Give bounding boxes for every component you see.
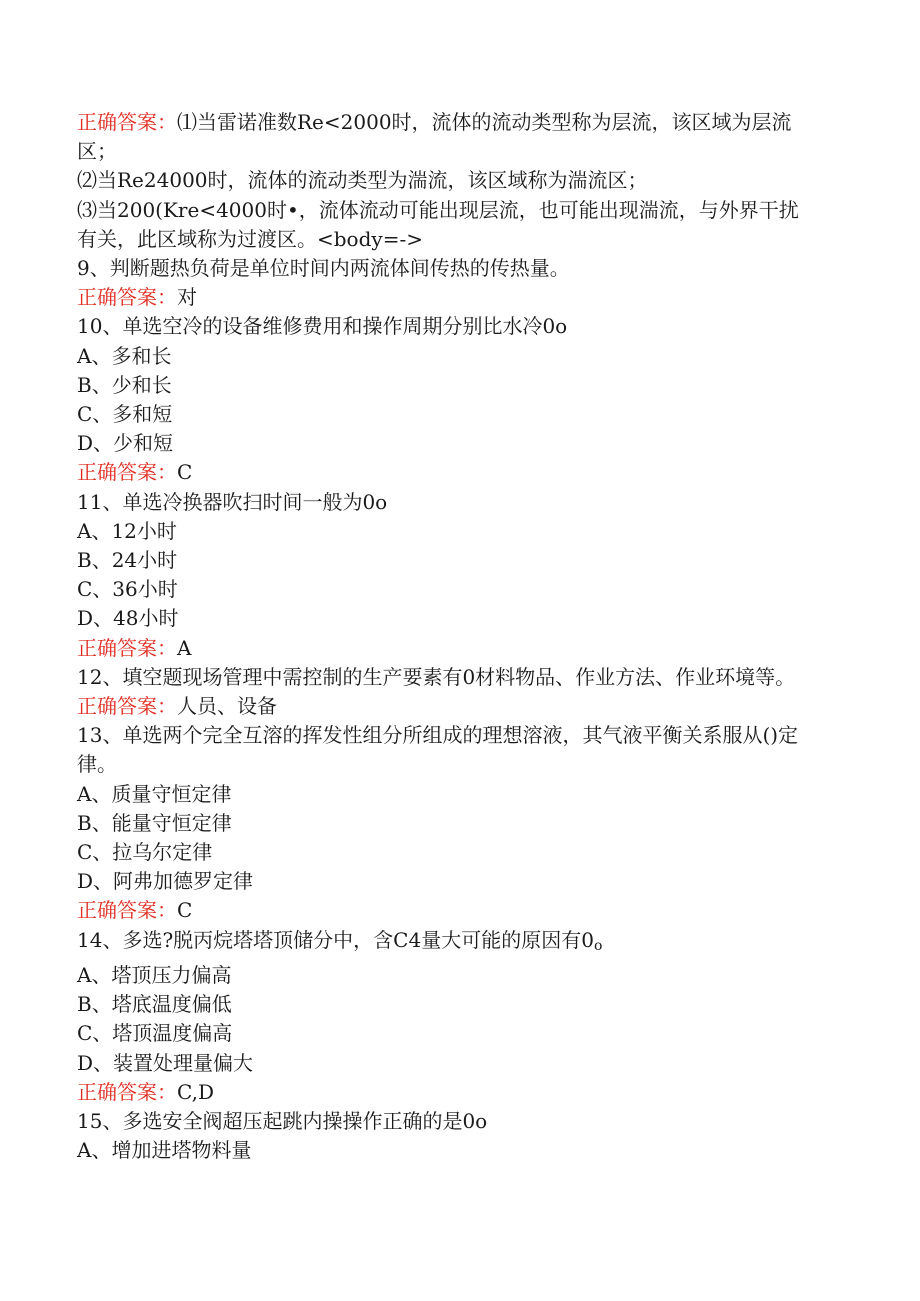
q8-answer	[77, 108, 817, 166]
answer-label: 正确答案：	[77, 694, 177, 719]
q14-question	[77, 926, 817, 961]
q8-answer-part3: ⑶当200(Kre<4000时•，流体流动可能出现层流，也可能出现湍流，与外界干扰有关，此区域称为过渡区。<body=->	[77, 197, 799, 251]
q9-answer	[77, 283, 817, 312]
answer-value: 人员、设备	[177, 694, 277, 719]
q12-answer	[77, 692, 817, 721]
answer-value: C	[177, 898, 193, 923]
q10-option-c: C、多和短	[77, 402, 173, 427]
q14-answer	[77, 1078, 817, 1107]
q11-option-a: A、12小时	[77, 518, 177, 543]
document-page	[77, 108, 817, 1165]
q10-answer	[77, 458, 817, 487]
answer-label: 正确答案：	[77, 285, 177, 310]
q13-option-a: A、质量守恒定律	[77, 781, 232, 806]
q12-question: 12、填空题现场管理中需控制的生产要素有0材料物品、作业方法、作业环境等。	[77, 664, 796, 689]
q11-option-c: C、36小时	[77, 577, 178, 602]
answer-label: 正确答案：	[77, 635, 177, 660]
answer-label: 正确答案：	[77, 898, 177, 923]
q14-question-sub: o	[593, 937, 603, 954]
q8-answer-part1: ⑴当雷诺准数Re<2000时，流体的流动类型称为层流，该区域为层流区；	[77, 110, 792, 164]
q14-option-c: C、塔顶温度偏高	[77, 1021, 233, 1046]
q11-answer	[77, 634, 817, 663]
answer-value: A	[177, 635, 192, 660]
answer-label: 正确答案：	[77, 110, 177, 134]
q13-question: 13、单选两个完全互溶的挥发性组分所组成的理想溶液，其气液平衡关系服从()定律。	[77, 723, 799, 777]
q14-option-a: A、塔顶压力偏高	[77, 962, 232, 987]
answer-value: C	[177, 460, 193, 485]
q10-option-d: D、少和短	[77, 431, 174, 456]
q10-option-b: B、少和长	[77, 372, 172, 397]
answer-value: C,D	[177, 1079, 214, 1104]
q14-option-d: D、装置处理量偏大	[77, 1050, 254, 1075]
answer-label: 正确答案：	[77, 460, 177, 485]
answer-value: 对	[177, 285, 197, 310]
q11-option-b: B、24小时	[77, 548, 178, 573]
q9-question: 9、判断题热负荷是单位时间内两流体间传热的传热量。	[77, 256, 570, 281]
q15-question: 15、多选安全阀超压起跳内操操作正确的是0o	[77, 1108, 488, 1133]
q13-option-b: B、能量守恒定律	[77, 810, 232, 835]
q14-question-main: 14、多选?脱丙烷塔塔顶储分中，含C4量大可能的原因有0	[77, 927, 594, 952]
q13-option-d: D、阿弗加德罗定律	[77, 869, 254, 894]
q8-answer-part2: ⑵当Re24000时，流体的流动类型为湍流，该区域称为湍流区；	[77, 168, 648, 193]
answer-label: 正确答案：	[77, 1079, 177, 1104]
q13-answer	[77, 896, 817, 925]
q14-option-b: B、塔底温度偏低	[77, 992, 232, 1017]
q11-option-d: D、48小时	[77, 606, 179, 631]
q13-option-c: C、拉乌尔定律	[77, 840, 213, 865]
q11-question: 11、单选冷换器吹扫时间一般为0o	[77, 489, 388, 514]
q15-option-a: A、增加进塔物料量	[77, 1138, 252, 1163]
q10-option-a: A、多和长	[77, 343, 172, 368]
q10-question: 10、单选空冷的设备维修费用和操作周期分别比水冷0o	[77, 314, 568, 339]
